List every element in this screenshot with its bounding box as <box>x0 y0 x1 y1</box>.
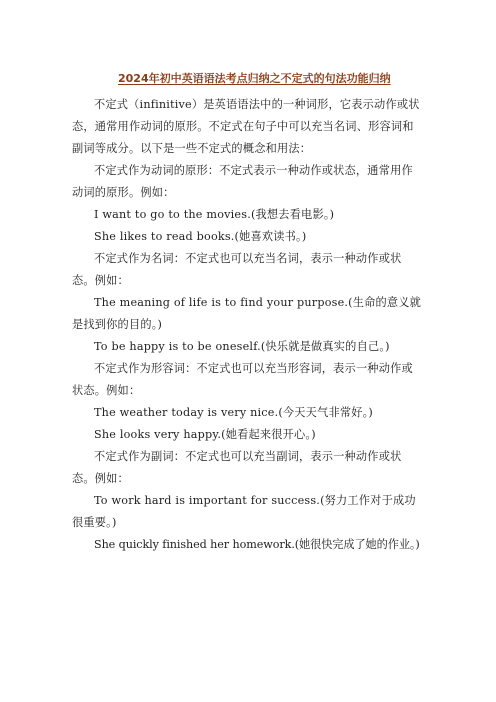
example-sentence: She looks very happy.(她看起来很开心。) <box>94 428 316 441</box>
example-sentence: She likes to read books.(她喜欢读书。) <box>94 230 307 243</box>
example-sentence: I want to go to the movies.(我想去看电影。) <box>94 208 335 221</box>
example-sentence: To be happy is to be oneself.(快乐就是做真实的自己。) <box>94 340 390 353</box>
paragraph-adverb-usage: 不定式作为副词：不定式也可以充当副词，表示一种动作或状态。例如： <box>72 450 402 485</box>
example-sentence: The meaning of life is to find your purpose.(生命的意义就是找到你的目的。) <box>72 296 422 331</box>
paragraph-adjective-usage: 不定式作为形容词：不定式也可以充当形容词，表示一种动作或状态。例如： <box>72 362 413 397</box>
example-sentence: To work hard is important for success.(努力工作对于成功很重要。) <box>72 494 416 529</box>
document-title: 2024年初中英语语法考点归纳之不定式的句法功能归纳 <box>118 72 391 85</box>
paragraph-verb-form: 不定式作为动词的原形：不定式表示一种动作或状态，通常用作动词的原形。例如： <box>72 164 413 199</box>
example-sentence: She quickly finished her homework.(她很快完成了她的作业。) <box>94 538 420 551</box>
example-sentence: The weather today is very nice.(今天天气非常好。) <box>94 406 373 419</box>
paragraph-intro: 不定式（infinitive）是英语语法中的一种词形，它表示动作或状态，通常用作动词的原形。不定式在句子中可以充当名词、形容词和副词等成分。以下是一些不定式的概念和用法： <box>72 98 420 155</box>
paragraph-noun-usage: 不定式作为名词：不定式也可以充当名词，表示一种动作或状态。例如： <box>72 252 402 287</box>
